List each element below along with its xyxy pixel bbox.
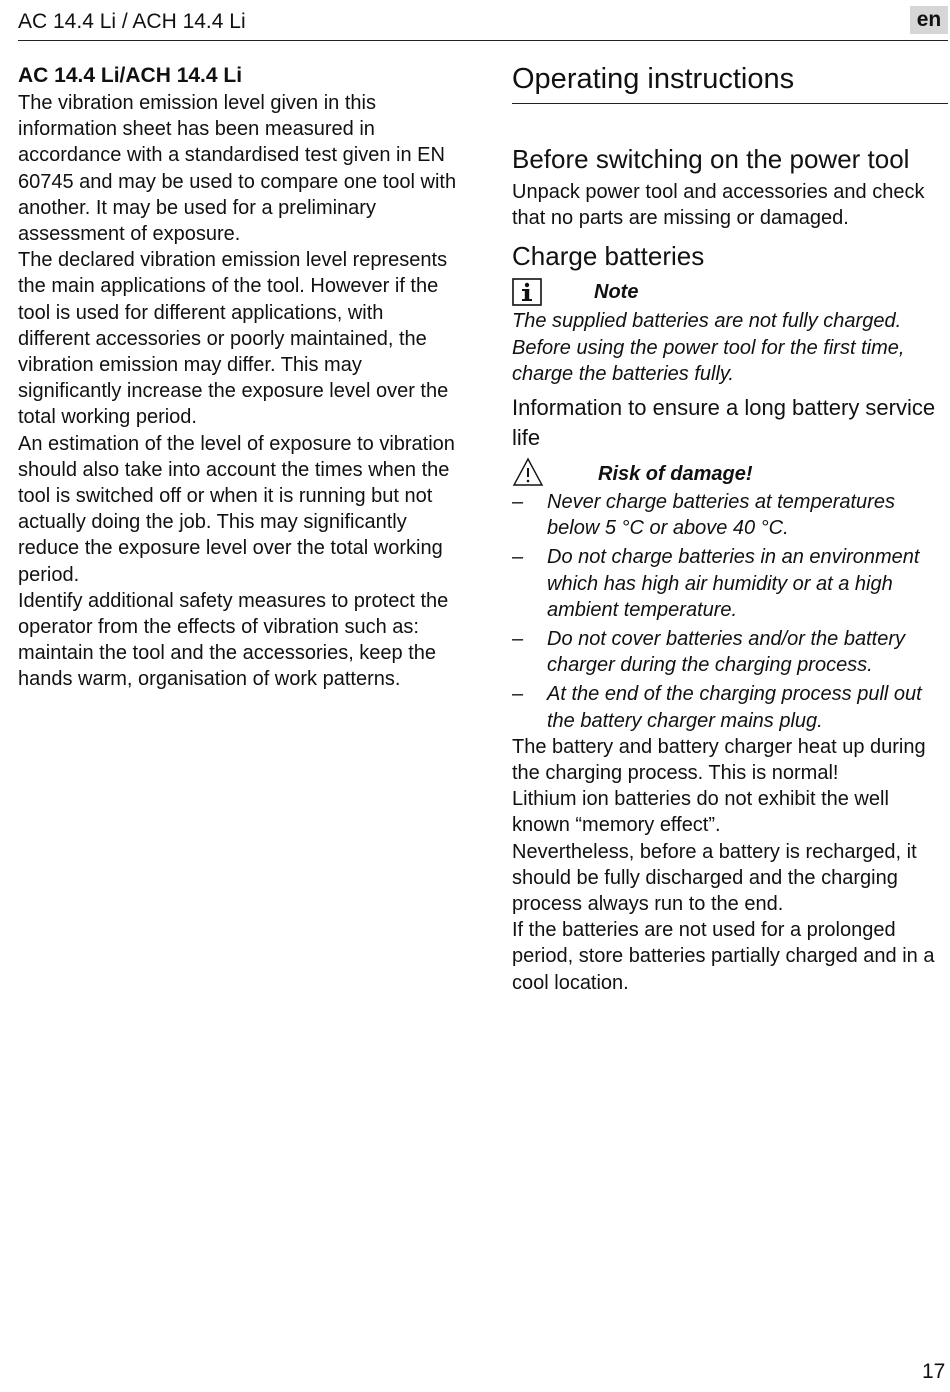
- risk-label: Risk of damage!: [598, 462, 753, 485]
- warning-icon: [512, 457, 544, 492]
- list-item: – At the end of the charging process pull out the battery charger mains plug.: [512, 683, 922, 732]
- left-column: [18, 60, 458, 693]
- paragraph: If the batteries are not used for a prolonged period, store batteries partially charged and in a cool location.: [512, 919, 935, 994]
- paragraph: Nevertheless, before a battery is recharged, it should be fully discharged and the charging process always run to the end.: [512, 840, 917, 916]
- paragraph: An estimation of the level of exposure to vibration should also take into account the times when the tool is switched off or when it is running but not actually doing the job. This may significantly reduce the exposure level over the total working period.: [18, 432, 455, 586]
- before-switching-text: Unpack power tool and accessories and check that no parts are missing or damaged.: [512, 181, 925, 230]
- paragraph: The battery and battery charger heat up during the charging process. This is normal!: [512, 735, 926, 785]
- page-number: 17: [922, 1360, 946, 1383]
- risk-row: [512, 459, 948, 489]
- charge-batteries-heading: Charge batteries: [512, 241, 705, 272]
- right-column: [512, 60, 948, 996]
- vibration-section-heading: AC 14.4 Li/ACH 14.4 Li: [18, 64, 243, 87]
- header-title: AC 14.4 Li / ACH 14.4 Li: [18, 10, 246, 33]
- language-badge: en: [910, 6, 948, 34]
- list-item: – Never charge batteries at temperatures below 5 °C or above 40 °C.: [512, 491, 895, 540]
- paragraph: Lithium ion batteries do not exhibit the well known “memory effect”.: [512, 788, 889, 837]
- title-divider: [512, 103, 948, 104]
- paragraph: Identify additional safety measures to protect the operator from the effects of vibration such as: maintain the tool and the accessories, keep the hands warm, organisation of work patterns.: [18, 589, 449, 691]
- paragraph: The vibration emission level given in this information sheet has been measured in accordance with a standardised test given in EN 60745 and may be used to compare one tool with another. It may be used for a preliminary assessment of exposure.: [18, 92, 457, 246]
- risk-list: [512, 489, 948, 734]
- note-text: The supplied batteries are not fully charged. Before using the power tool for the first time, charge the batteries fully.: [512, 310, 905, 385]
- before-switching-heading: Before switching on the power tool: [512, 144, 910, 174]
- list-item: – Do not cover batteries and/or the battery charger during the charging process.: [512, 628, 905, 677]
- note-row: [512, 277, 948, 307]
- battery-life-heading: Information to ensure a long battery service life: [512, 395, 936, 451]
- note-label: Note: [594, 280, 639, 303]
- info-icon: [512, 278, 542, 306]
- operating-instructions-title: Operating instructions: [512, 63, 795, 95]
- header-divider: [18, 40, 948, 41]
- list-item: – Do not charge batteries in an environment which has high air humidity or at a high ambient temperature.: [512, 546, 920, 621]
- paragraph: The declared vibration emission level represents the main applications of the tool. However if the tool is used for different applications, with different accessories or poorly maintained, the vibration emission may differ. This may significantly increase the exposure level over the total working period.: [18, 249, 449, 429]
